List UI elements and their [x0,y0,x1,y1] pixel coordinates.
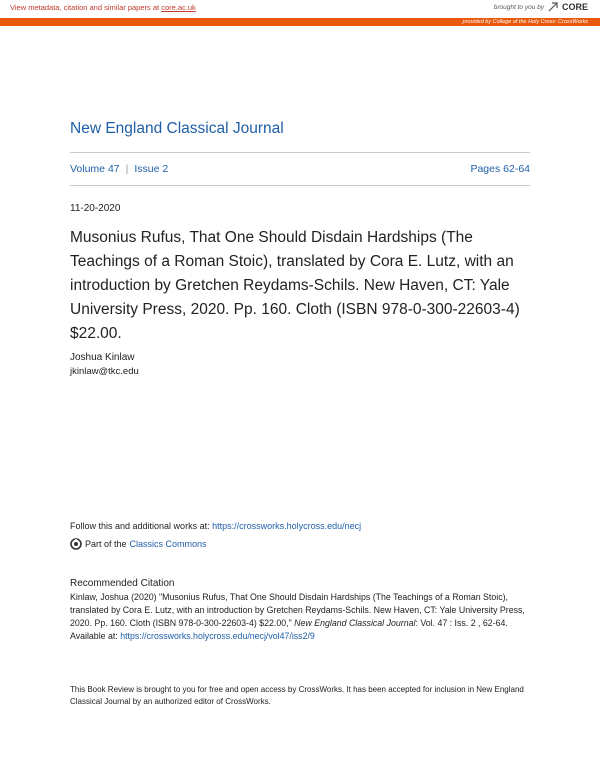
core-metadata-link[interactable] [10,3,196,12]
publication-date: 11-20-2020 [70,203,121,214]
core-logo-text: CORE [561,2,588,12]
divider-bottom [70,185,530,186]
meta-separator: | [125,163,129,175]
available-url-link[interactable]: https://crossworks.holycross.edu/necj/vol47/iss2/9 [120,631,315,641]
core-brand[interactable] [494,2,588,12]
journal-title[interactable]: New England Classical Journal [70,120,284,137]
provided-by-text[interactable]: provided by College of the Holy Cross: CrossWorks [462,19,588,25]
author-email: jkinlaw@tkc.edu [70,366,139,377]
available-prefix: Available at: [70,631,121,641]
citation-journal: New England Classical Journal [294,618,416,628]
core-provided-bar [0,18,600,26]
pages-label: Pages 62-64 [470,163,530,175]
core-logo-icon [548,2,558,12]
recommended-citation [70,591,535,643]
recommended-citation-heading: Recommended Citation [70,578,175,589]
author-name: Joshua Kinlaw [70,352,135,363]
part-of-prefix: Part of the [85,539,127,549]
core-banner [0,0,600,26]
follow-prefix: Follow this and additional works at: [70,521,213,531]
article-title: Musonius Rufus, That One Should Disdain Hardships (The Teachings of a Roman Stoic), translated by Cora E. Lutz, with an introduction by Gretchen Reydams-Schils. New Haven, CT: Yale University Press, 2020. Pp. 160. Cloth (ISBN 978-0-300-22603-4) $22.00. [70,229,520,342]
core-banner-top [0,0,600,18]
issue-link[interactable]: Issue 2 [134,163,169,175]
commons-network-icon [70,538,82,550]
footer-note: This Book Review is brought to you for free and open access by CrossWorks. It has been accepted for inclusion in New England Classical Journal by an authorized editor of CrossWorks. [70,685,524,706]
citation-text: Kinlaw, Joshua (2020) "Musonius Rufus, That One Should Disdain Hardships (The Teachings of a Roman Stoic), translated by Cora E. Lutz, with an introduction by Gretchen Reydams-Schils. New Haven, CT: Yale University Press, 2020. Pp. 160. Cloth (ISBN 978-0-300-22603-4) $22.00," [70,592,525,628]
follow-url-link[interactable]: https://crossworks.holycross.edu/necj [212,521,362,531]
citation-tail: : Vol. 47 : Iss. 2 , 62-64. [415,618,508,628]
core-link-domain[interactable]: core.ac.uk [161,3,196,12]
part-of-line [70,538,207,550]
volume-link[interactable]: Volume 47 [70,163,120,175]
journal-meta-row [70,163,530,175]
classics-commons-link[interactable]: Classics Commons [129,539,207,549]
core-link-prefix: View metadata, citation and similar papers at [10,3,162,12]
brought-by-label: brought to you by [493,3,544,11]
follow-line [70,521,361,531]
divider-top [70,152,530,153]
